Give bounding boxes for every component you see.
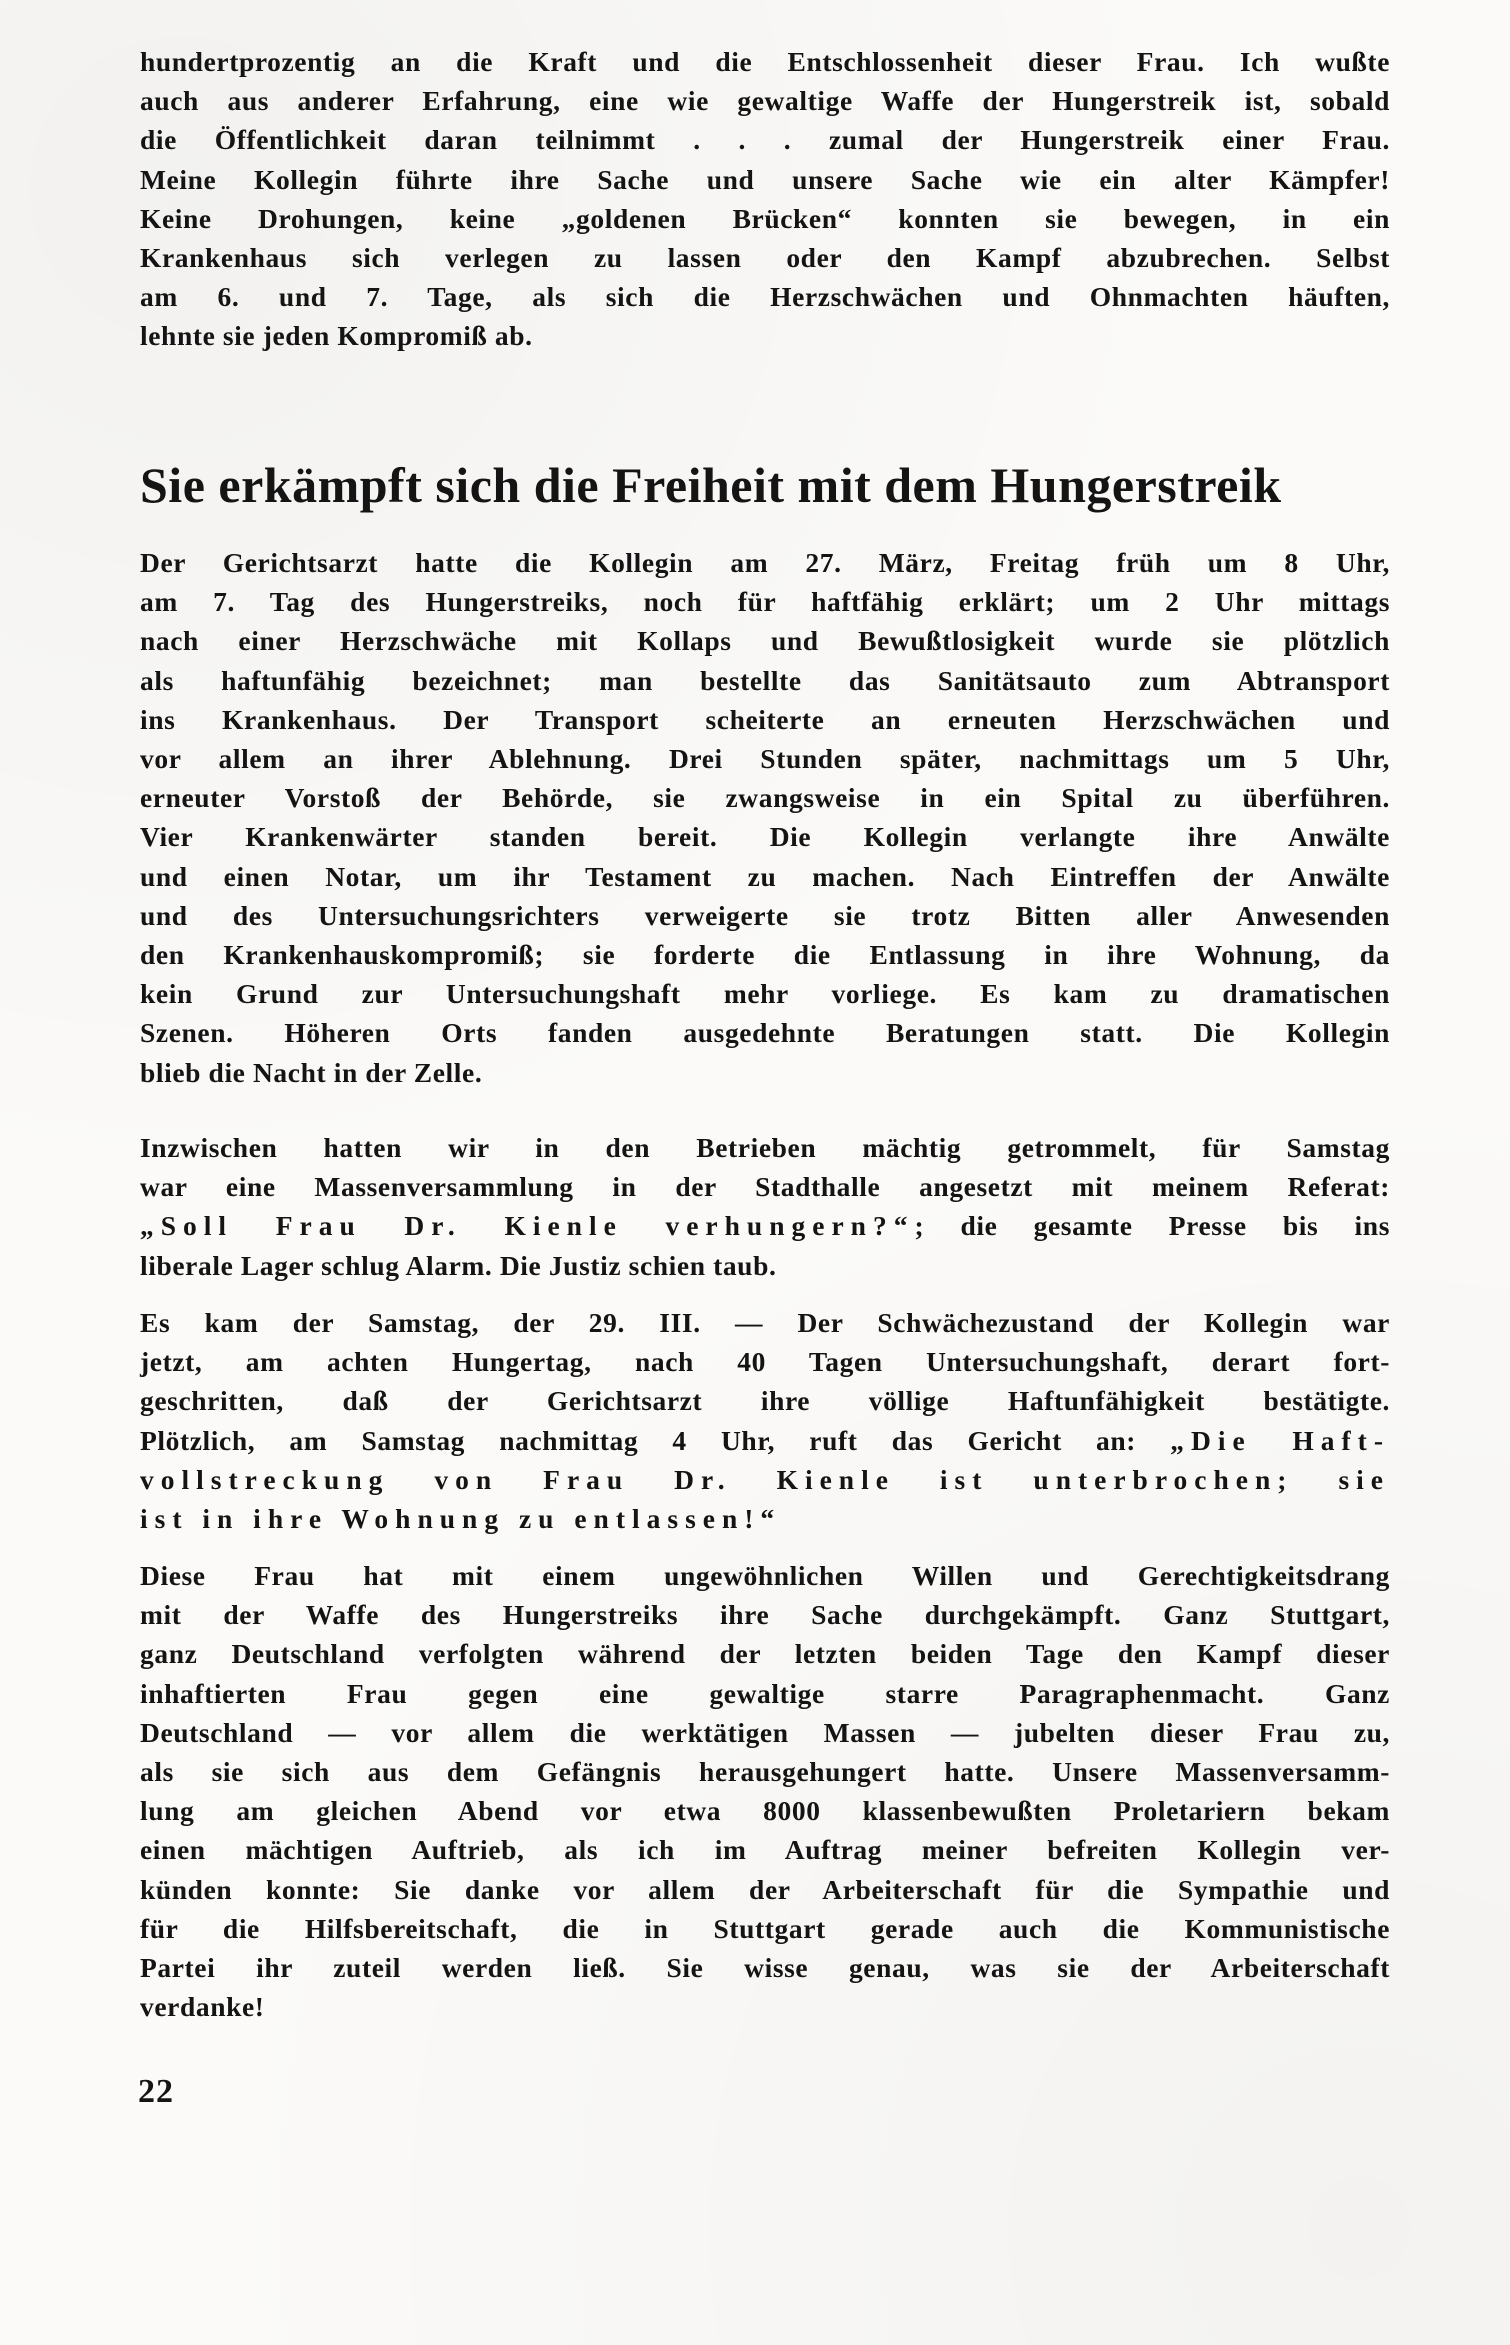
text-line: Krankenhaus sich verlegen zu lassen oder den Kampf abzubrechen. Selbst <box>140 242 1390 274</box>
text-line: nach einer Herzschwäche mit Kollaps und Bewußtlosigkeit wurde sie plötzlich <box>140 625 1390 657</box>
spaced-quote: „Die Haft- <box>1170 1424 1390 1456</box>
text-line: Der Gerichtsarzt hatte die Kollegin am 27. März, Freitag früh um 8 Uhr, <box>140 547 1390 578</box>
text-line: als haftunfähig bezeichnet; man bestellte das Sanitätsauto zum Abtransport <box>140 664 1390 696</box>
text-line <box>140 1421 1390 1460</box>
spaced-quote: vollstreckung von Frau Dr. Kienle ist unterbrochen; sie <box>140 1463 1390 1495</box>
spaced-quote: „Soll Frau Dr. Kienle verhungern?“ <box>140 1210 915 1242</box>
text-line: liberale Lager schlug Alarm. Die Justiz schien taub. <box>140 1249 777 1281</box>
text-line: inhaftierten Frau gegen eine gewaltige starre Paragraphenmacht. Ganz <box>140 1677 1390 1709</box>
text-line: ins Krankenhaus. Der Transport scheiterte an erneuten Herzschwächen und <box>140 703 1390 735</box>
paragraph-2 <box>140 1128 1390 1285</box>
text-line: jetzt, am achten Hungertag, nach 40 Tagen Untersuchungshaft, derart fort- <box>140 1346 1390 1378</box>
text-line: die Öffentlichkeit daran teilnimmt . . . zumal der Hungerstreik einer Frau. <box>140 124 1390 156</box>
text-line: mit der Waffe des Hungerstreiks ihre Sache durchgekämpft. Ganz Stuttgart, <box>140 1599 1390 1631</box>
text-line <box>140 1206 1390 1245</box>
text-line: war eine Massenversammlung in der Stadthalle angesetzt mit meinem Referat: <box>140 1171 1390 1203</box>
text-line: am 7. Tag des Hungerstreiks, noch für haftfähig erklärt; um 2 Uhr mittags <box>140 586 1390 618</box>
text-line <box>140 1499 1390 1538</box>
text-line: am 6. und 7. Tage, als sich die Herzschwächen und Ohnmachten häuften, <box>140 281 1390 313</box>
text-line: und des Untersuchungsrichters verweigerte sie trotz Bitten aller Anwesenden <box>140 899 1390 931</box>
text-line: vor allem an ihrer Ablehnung. Drei Stunden später, nachmittags um 5 Uhr, <box>140 743 1390 775</box>
text-line: Es kam der Samstag, der 29. III. — Der Schwächezustand der Kollegin war <box>140 1307 1390 1338</box>
text-line: Deutschland — vor allem die werktätigen Massen — jubelten dieser Frau zu, <box>140 1716 1390 1748</box>
text-segment: ; die gesamte Presse bis ins <box>914 1210 1390 1242</box>
text-line: Keine Drohungen, keine „goldenen Brücken“ konnten sie bewegen, in ein <box>140 202 1390 234</box>
page-number: 22 <box>138 2073 174 2110</box>
text-line: Partei ihr zuteil werden ließ. Sie wisse genau, was sie der Arbeiterschaft <box>140 1952 1390 1984</box>
text-line: Vier Krankenwärter standen bereit. Die Kollegin verlangte ihre Anwälte <box>140 821 1390 853</box>
text-line: Meine Kollegin führte ihre Sache und unsere Sache wie ein alter Kämpfer! <box>140 163 1390 195</box>
text-line: erneuter Vorstoß der Behörde, sie zwangsweise in ein Spital zu überführen. <box>140 782 1390 814</box>
text-line: auch aus anderer Erfahrung, eine wie gewaltige Waffe der Hungerstreik ist, sobald <box>140 85 1390 117</box>
text-line: hundertprozentig an die Kraft und die Entschlossenheit dieser Frau. Ich wußte <box>140 46 1390 77</box>
text-line: Inzwischen hatten wir in den Betrieben mächtig getrommelt, für Samstag <box>140 1132 1390 1163</box>
paragraph-4 <box>140 1556 1390 2026</box>
text-line: als sie sich aus dem Gefängnis herausgehungert hatte. Unsere Massenversamm- <box>140 1756 1390 1788</box>
text-line: für die Hilfsbereitschaft, die in Stuttgart gerade auch die Kommunistische <box>140 1912 1390 1944</box>
text-line: Szenen. Höheren Orts fanden ausgedehnte Beratungen statt. Die Kollegin <box>140 1017 1390 1049</box>
paragraph-3 <box>140 1303 1390 1538</box>
text-line: künden konnte: Sie danke vor allem der Arbeiterschaft für die Sympathie und <box>140 1873 1390 1905</box>
text-line: geschritten, daß der Gerichtsarzt ihre völlige Haftunfähigkeit bestätigte. <box>140 1385 1390 1417</box>
text-line: ganz Deutschland verfolgten während der letzten beiden Tage den Kampf dieser <box>140 1638 1390 1670</box>
text-line: Diese Frau hat mit einem ungewöhnlichen Willen und Gerechtigkeitsdrang <box>140 1560 1390 1591</box>
section-heading: Sie erkämpft sich die Freiheit mit dem Hungerstreik <box>140 457 1282 513</box>
text-segment: Plötzlich, am Samstag nachmittag 4 Uhr, ruft das Gericht an: <box>140 1424 1171 1456</box>
text-line: den Krankenhauskompromiß; sie forderte die Entlassung in ihre Wohnung, da <box>140 939 1390 971</box>
text-line: blieb die Nacht in der Zelle. <box>140 1056 483 1088</box>
spaced-quote: ist in ihre Wohnung zu entlassen!“ <box>140 1503 782 1535</box>
text-line: verdanke! <box>140 1991 265 2023</box>
text-line: einen mächtigen Auftrieb, als ich im Auftrag meiner befreiten Kollegin ver- <box>140 1834 1390 1866</box>
text-line <box>140 1460 1390 1499</box>
text-line: lehnte sie jeden Kompromiß ab. <box>140 320 533 352</box>
paragraph-1 <box>140 543 1390 1092</box>
text-line: lung am gleichen Abend vor etwa 8000 klassenbewußten Proletariern bekam <box>140 1795 1390 1827</box>
intro-paragraph <box>140 42 1390 356</box>
text-line: und einen Notar, um ihr Testament zu machen. Nach Eintreffen der Anwälte <box>140 860 1390 892</box>
text-line: kein Grund zur Untersuchungshaft mehr vorliege. Es kam zu dramatischen <box>140 978 1390 1010</box>
